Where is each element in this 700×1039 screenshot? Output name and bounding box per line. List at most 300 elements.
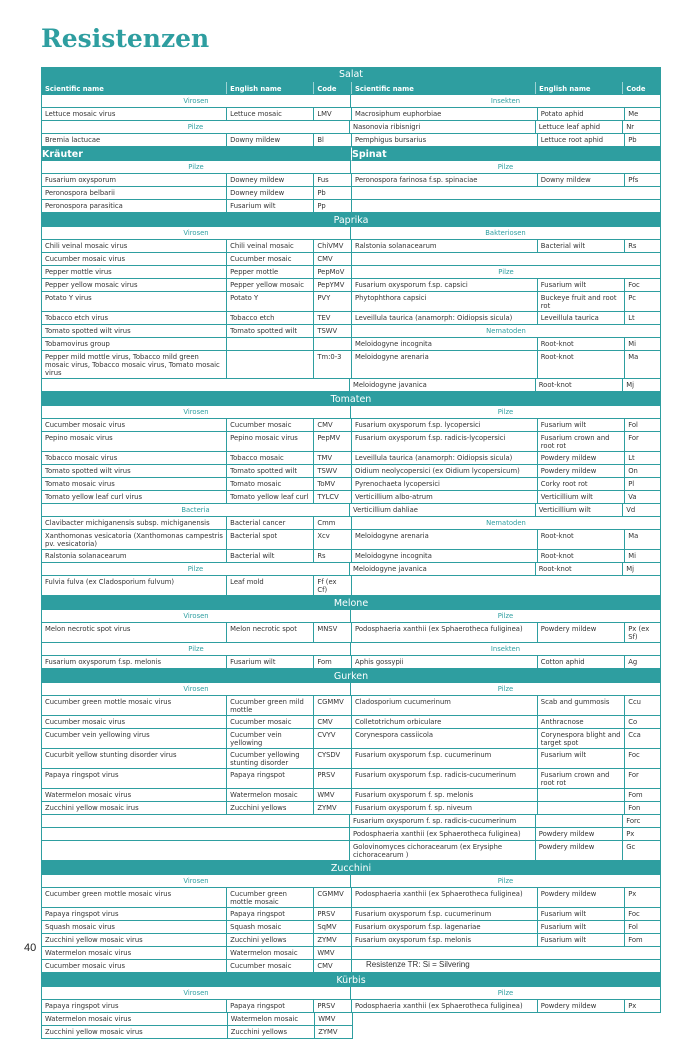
scientific-name-cell: Nasonovia ribisnigri [353,123,421,131]
code-cell: TSWV [313,465,351,477]
table-row [41,683,661,696]
category-label: Pilze [497,163,514,171]
english-name-cell: Bacterial spot [226,530,313,549]
english-name-cell: Cucumber mosaic [226,716,313,728]
scientific-name-cell: Phytophthora capsici [355,294,427,302]
english-name-cell: Downy mildew [226,134,313,146]
english-name-cell: Fusarium wilt [537,908,624,920]
category-label: Virosen [42,987,351,999]
code-cell: Tm:0-3 [313,351,351,378]
table-row [41,200,661,213]
english-name-cell [535,815,622,827]
code-cell: CMV [313,716,351,728]
scientific-name-cell: Fusarium oxysporum f.sp. radicis-lycopersici [355,434,506,442]
entry [42,491,352,503]
entry [350,563,660,575]
entry [42,656,352,668]
code-cell: Pc [624,292,662,311]
entry [352,478,662,490]
table-row [41,325,661,338]
code-cell: Px [624,1000,662,1012]
english-name-cell: Fusarium wilt [537,934,624,946]
code-cell: Xcv [313,530,351,549]
scientific-name-cell: Fusarium oxysporum f.sp. melonis [355,936,472,944]
code-cell [313,338,351,350]
table-row [41,406,661,419]
crop-section-title: Paprika [41,213,661,227]
scientific-name-cell: Fusarium oxysporum f. sp. niveum [355,804,472,812]
category-label: Pilze [42,161,351,173]
entry [352,716,662,728]
scientific-name-cell: Watermelon mosaic virus [45,791,132,799]
table-row [41,379,661,392]
table-row [41,802,661,815]
category-label: Pilze [42,121,350,133]
english-name-cell: Zucchini yellows [226,802,313,814]
entry [352,312,662,324]
table-row [41,550,661,563]
scientific-name-cell: Watermelon mosaic virus [45,949,132,957]
english-name-cell: Anthracnose [537,716,624,728]
scientific-name-cell: Papaya ringspot virus [45,1002,119,1010]
code-cell: Ff (ex Cf) [313,576,351,595]
english-name-cell: Lettuce root aphid [537,134,624,146]
entry [42,108,352,120]
english-name-cell: Pepper yellow mosaic [226,279,313,291]
code-cell: Ma [624,351,662,378]
english-name-cell: Zucchini yellows [227,1026,314,1038]
english-name-cell: Root-knot [535,379,622,391]
table-row [41,253,661,266]
crop-section-title: Salat [41,67,661,81]
scientific-name-cell: Papaya ringspot virus [45,910,119,918]
entry [42,325,352,337]
entry [352,908,662,920]
scientific-name-cell: Cucumber mosaic virus [45,718,125,726]
crop-section-title: Zucchini [41,861,661,875]
english-name-cell: Root-knot [537,338,624,350]
code-cell: Foc [624,908,662,920]
empty-cell [42,379,350,391]
scientific-name-cell: Colletotrichum orbiculare [355,718,442,726]
scientific-name-cell: Verticillium dahliae [353,506,418,514]
entry [42,200,352,212]
english-name-cell: Pepper mottle [226,266,313,278]
entry [352,292,662,311]
scientific-name-cell: Cucumber mosaic virus [45,421,125,429]
scientific-name-cell: Melon necrotic spot virus [45,625,131,633]
entry [42,947,352,959]
code-cell: Mj [622,563,660,575]
scientific-name-cell: Cucumber green mottle mosaic virus [45,698,172,706]
scientific-name-cell: Podosphaeria xanthii (ex Sphaerotheca fuliginea) [353,830,521,838]
scientific-name-cell: Fusarium oxysporum f.sp. cucumerinum [355,751,492,759]
scientific-name-cell: Oidium neolycopersici (ex Oidium lycopersicum) [355,467,520,475]
category-label: Virosen [42,875,351,887]
entry [352,888,662,907]
english-name-cell: Fusarium wilt [537,279,624,291]
english-name-cell: Lettuce leaf aphid [535,121,622,133]
english-name-cell: Fusarium wilt [226,656,313,668]
code-cell: CMV [313,253,351,265]
table-row [41,643,661,656]
english-name-cell: Root-knot [537,530,624,549]
entry [42,623,352,642]
english-name-cell: Bacterial cancer [226,517,313,529]
scientific-name-cell: Zucchini yellow mosaic irus [45,804,139,812]
english-name-cell: Papaya ringspot [226,1000,313,1012]
table-row [41,465,661,478]
code-cell: Fus [313,174,351,186]
scientific-name-cell: Corynespora cassiicola [355,731,434,739]
entry [42,696,352,715]
entry [352,623,662,642]
entry [352,174,662,186]
english-name-cell: Fusarium crown and root rot [537,769,624,788]
scientific-name-cell: Tobacco etch virus [45,314,109,322]
scientific-name-cell: Podosphaeria xanthii (ex Sphaerotheca fuliginea) [355,625,523,633]
entry [42,432,352,451]
code-cell: ZYMV [313,934,351,946]
code-cell: TYLCV [313,491,351,503]
code-cell: WMV [313,947,351,959]
entry [352,432,662,451]
table-row [41,769,661,789]
table-row [41,841,661,861]
category-label: Bacteria [42,504,350,516]
table-row [41,716,661,729]
scientific-name-cell: Fusarium oxysporum f.sp. melonis [45,658,162,666]
code-cell: Ccu [624,696,662,715]
code-cell: PRSV [313,908,351,920]
code-cell: Cmm [313,517,351,529]
english-name-cell: Fusarium wilt [537,419,624,431]
english-name-cell: Zucchini yellows [226,934,313,946]
entry [350,504,660,516]
entry [42,517,352,529]
entry [352,530,662,549]
scientific-name-cell: Zucchini yellow mosaic virus [45,936,143,944]
scientific-name-cell: Verticillium albo-atrum [355,493,433,501]
code-cell: Rs [313,550,351,562]
english-name-cell: Cucumber mosaic [226,253,313,265]
scientific-name-cell: Leveillula taurica (anamorph: Oidiopsis sicula) [355,454,513,462]
table-row [41,828,661,841]
scientific-name-cell: Podosphaeria xanthii (ex Sphaerotheca fuliginea) [355,890,523,898]
table-row [41,656,661,669]
table-row [41,478,661,491]
english-name-cell: Watermelon mosaic [226,789,313,801]
english-name-cell: Root-knot [537,550,624,562]
code-cell: Nr [622,121,660,133]
table-row [41,815,661,828]
english-name-cell: Powdery mildew [537,888,624,907]
code-cell: ChiVMV [313,240,351,252]
code-cell: Va [624,491,662,503]
scientific-name-cell: Cucumber vein yellowing virus [45,731,150,739]
english-name-cell: Fusarium wilt [226,200,313,212]
category-label: Pilze [42,563,350,575]
empty-cell [42,815,350,827]
entry [42,292,352,311]
scientific-name-cell: Fusarium oxysporum [45,176,117,184]
english-name-cell: Corky root rot [537,478,624,490]
scientific-name-cell: Pepper mild mottle virus, Tobacco mild green mosaic virus, Tobacco mosaic virus, Tomato mosaic virus [45,353,220,377]
code-cell: MNSV [313,623,351,642]
code-cell: Pp [313,200,351,212]
code-cell: Fon [624,802,662,814]
empty-cell [352,200,660,212]
english-name-cell: Powdery mildew [537,452,624,464]
code-cell: CYSDV [313,749,351,768]
code-cell: ToMV [313,478,351,490]
english-name-cell: Verticillium wilt [537,491,624,503]
code-cell: SqMV [313,921,351,933]
code-cell: TEV [313,312,351,324]
scientific-name-cell: Tomato spotted wilt virus [45,327,131,335]
scientific-name-cell: Tomato yellow leaf curl virus [45,493,143,501]
english-name-cell: Papaya ringspot [226,908,313,920]
english-name-cell: Cucumber mosaic [226,960,313,972]
table-row [41,174,661,187]
table-row [41,610,661,623]
english-name-cell: Cucumber green mottle mosaic [226,888,313,907]
page-title: Resistenzen [41,24,210,53]
category-label: Pilze [498,268,514,276]
english-name-cell [226,351,313,378]
english-name-header: English name [535,82,622,94]
entry [42,1000,352,1012]
table-row [41,452,661,465]
table-row [41,1026,353,1039]
scientific-name-cell: Pepper mottle virus [45,268,112,276]
entry [42,1026,352,1038]
scientific-name-cell: Clavibacter michiganensis subsp. michiganensis [45,519,210,527]
english-name-cell: Root-knot [535,563,622,575]
entry [352,279,662,291]
entry [352,240,662,252]
code-cell: CGMMV [313,888,351,907]
entry [352,1000,662,1012]
table-row [41,432,661,452]
table-row [41,530,661,550]
scientific-name-cell: Tobacco mosaic virus [45,454,118,462]
scientific-name-cell: Meloidogyne incognita [355,552,432,560]
table-row [41,729,661,749]
code-header: Code [622,82,660,94]
scientific-name-cell: Macrosiphum euphorbiae [355,110,442,118]
category-label: Insekten [490,97,521,105]
code-cell: ZYMV [314,1026,352,1038]
code-cell: Mi [624,550,662,562]
entry [352,452,662,464]
scientific-name-cell: Cladosporium cucumerinum [355,698,451,706]
scientific-name-header: Scientific name [45,85,104,93]
english-name-cell: Buckeye fruit and root rot [537,292,624,311]
entry [350,841,660,860]
scientific-name-cell: Squash mosaic virus [45,923,115,931]
entry [42,465,352,477]
scientific-name-cell: Meloidogyne arenaria [355,353,429,361]
scientific-name-cell: Ralstonia solanacearum [45,552,127,560]
resistance-table [41,67,661,1039]
table-row [41,279,661,292]
english-name-cell: Cucumber yellowing stunting disorder [226,749,313,768]
english-name-cell: Fusarium wilt [537,921,624,933]
scientific-name-cell: Watermelon mosaic virus [45,1015,132,1023]
crop-section-title: Melone [41,596,661,610]
empty-cell [42,828,350,840]
code-cell: Pb [313,187,351,199]
code-cell: Px (ex Sf) [624,623,662,642]
code-cell: Pfs [624,174,662,186]
entry [352,934,662,946]
entry [350,828,660,840]
entry [42,351,352,378]
english-name-cell: Cucumber green mild mottle [226,696,313,715]
code-cell: Foc [624,749,662,768]
table-row [41,987,661,1000]
english-name-cell: Root-knot [537,351,624,378]
category-label: Insekten [490,645,521,653]
table-row [41,95,661,108]
crop-section-title: Spinat [351,147,661,161]
scientific-name-cell: Cucurbit yellow stunting disorder virus [45,751,177,759]
code-cell: Rs [624,240,662,252]
category-label: Nematoden [486,519,526,527]
code-cell: WMV [314,1013,352,1025]
table-row [41,240,661,253]
category-label: Bakteriosen [485,229,526,237]
english-name-cell: Papaya ringspot [226,769,313,788]
scientific-name-cell: Fusarium oxysporum f.sp. capsici [355,281,468,289]
code-cell: CVYV [313,729,351,748]
scientific-name-cell: Podosphaeria xanthii (ex Sphaerotheca fuliginea) [355,1002,523,1010]
table-row [41,563,661,576]
entry [42,478,352,490]
empty-cell [42,841,350,860]
column-header-row [41,81,661,95]
category-label: Pilze [497,989,514,997]
scientific-name-cell: Meloidogyne arenaria [355,532,429,540]
entry [42,934,352,946]
code-cell: TMV [313,452,351,464]
english-name-cell: Melon necrotic spot [226,623,313,642]
table-row [41,351,661,379]
code-cell: Fom [313,656,351,668]
crop-section-title-pair [41,147,661,161]
category-label: Pilze [497,408,514,416]
english-name-cell: Powdery mildew [535,841,622,860]
table-row [41,504,661,517]
english-name-cell: Tomato yellow leaf curl [226,491,313,503]
entry [352,465,662,477]
entry [42,452,352,464]
scientific-name-cell: Pepper yellow mosaic virus [45,281,138,289]
scientific-name-cell: Fusarium oxysporum f.sp. cucumerinum [355,910,492,918]
scientific-name-cell: Cucumber mosaic virus [45,255,125,263]
table-row [41,134,661,147]
code-cell: PepMoV [313,266,351,278]
table-row [41,227,661,240]
scientific-name-cell: Pepino mosaic virus [45,434,113,442]
english-name-cell: Fusarium wilt [537,749,624,768]
entry [350,121,660,133]
code-cell: Px [622,828,660,840]
scientific-name-cell: Leveillula taurica (anamorph: Oidiopsis sicula) [355,314,513,322]
entry [350,815,660,827]
category-label: Pilze [497,612,514,620]
code-header: Code [313,82,351,94]
entry [42,908,352,920]
table-row [41,696,661,716]
english-name-cell: Leaf mold [226,576,313,595]
table-row [41,1013,353,1026]
english-name-cell: Powdery mildew [537,465,624,477]
code-cell: CGMMV [313,696,351,715]
code-cell: On [624,465,662,477]
code-cell: Mi [624,338,662,350]
entry [42,716,352,728]
category-label: Pilze [497,685,514,693]
english-name-cell: Potato Y [226,292,313,311]
english-name-cell: Downey mildew [226,174,313,186]
code-cell: CMV [313,960,351,972]
code-cell: Vd [622,504,660,516]
empty-cell [352,576,660,595]
category-label: Pilze [42,643,351,655]
english-name-cell: Watermelon mosaic [227,1013,314,1025]
entry [352,134,662,146]
scientific-name-cell: Ralstonia solanacearum [355,242,437,250]
table-row [41,161,661,174]
table-row [41,789,661,802]
entry [42,888,352,907]
code-cell: Fom [624,934,662,946]
entry [42,266,352,278]
code-cell: PRSV [313,769,351,788]
scientific-name-cell: Golovinomyces cichoracearum (ex Erysiphe cichoracearum ) [353,843,503,859]
scientific-name-cell: Lettuce mosaic virus [45,110,116,118]
code-cell: Lt [624,452,662,464]
english-name-cell: Lettuce mosaic [226,108,313,120]
english-name-cell: Bacterial wilt [537,240,624,252]
entry [352,351,662,378]
code-cell: Co [624,716,662,728]
table-row [41,292,661,312]
english-name-cell: Chili veinal mosaic [226,240,313,252]
english-name-cell [226,338,313,350]
entry [352,491,662,503]
code-cell: Gc [622,841,660,860]
scientific-name-cell: Fusarium oxysporum f.sp. radicis-cucumerinum [355,771,517,779]
scientific-name-cell: Xanthomonas vesicatoria (Xanthomonas campestris pv. vesicatoria) [45,532,223,548]
english-name-cell [537,789,624,801]
scientific-name-cell: Papaya ringspot virus [45,771,119,779]
scientific-name-cell: Zucchini yellow mosaic virus [45,1028,143,1036]
english-name-header: English name [226,82,313,94]
entry [352,802,662,814]
scientific-name-cell: Pyrenochaeta lycopersici [355,480,440,488]
table-row [41,576,661,596]
category-label: Virosen [42,227,351,239]
code-cell: Cca [624,729,662,748]
entry [352,419,662,431]
table-row [41,960,661,973]
entry [42,312,352,324]
scientific-name-cell: Peronospora parasitica [45,202,123,210]
empty-cell [352,253,660,265]
